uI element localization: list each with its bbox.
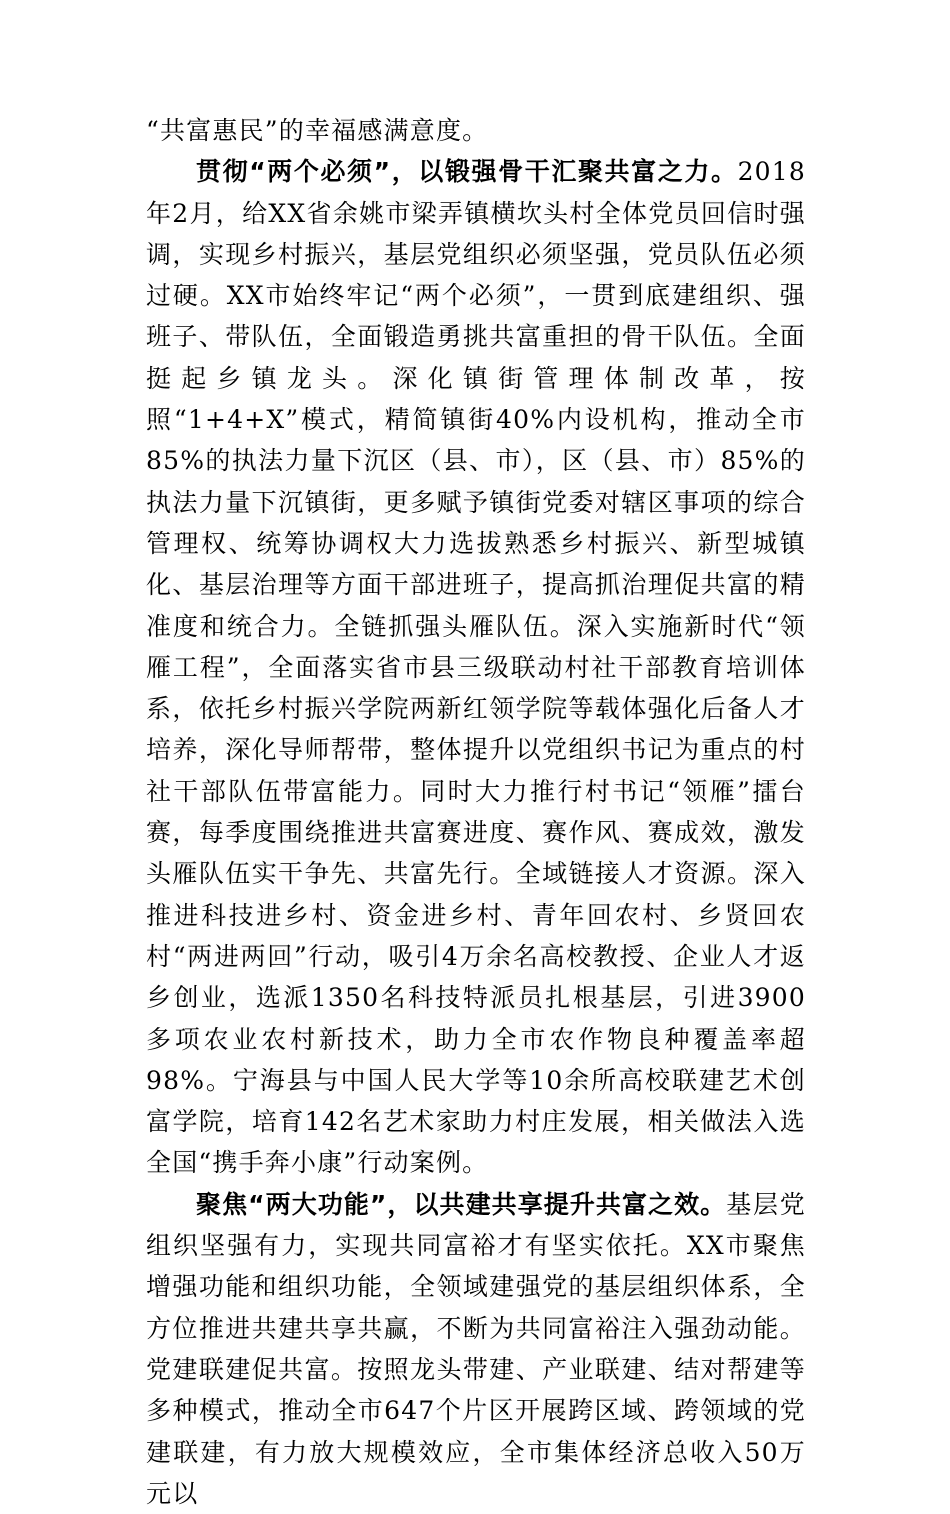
paragraph-continuation [146, 110, 806, 151]
paragraph-text: 基层党组织坚强有力，实现共同富裕才有坚实依托。XX市聚焦增强功能和组织功能，全领域建强党的基层组织体系，全方位推进共建共享共赢，不断为共同富裕注入强劲动能。党建联建促共富。按照龙头带建、产业联建、结对帮建等多种模式，推动全市647个片区开展跨区域、跨领域的党建联建，有力放大规模效应，全市集体经济总收入50万元以 [146, 1189, 806, 1508]
document-body [146, 110, 806, 1514]
paragraph-two-musts [146, 151, 806, 1183]
paragraph-heading: 聚焦“两大功能”，以共建共享提升共富之效。 [196, 1189, 727, 1219]
paragraph-text: 2018年2月，给XX省余姚市梁弄镇横坎头村全体党员回信时强调，实现乡村振兴，基层党组织必须坚强，党员队伍必须过硬。XX市始终牢记“两个必须”，一贯到底建组织、强班子、带队伍，全面锻造勇挑共富重担的骨干队伍。全面挺起乡镇龙头。深化镇街管理体制改革，按照“1+4+X”模式，精简镇街40%内设机构，推动全市85%的执法力量下沉区（县、市），区（县、市）85%的执法力量下沉镇街，更多赋予镇街党委对辖区事项的综合管理权、统筹协调权大力选拔熟悉乡村振兴、新型城镇化、基层治理等方面干部进班子，提高抓治理促共富的精准度和统合力。全链抓强头雁队伍。深入实施新时代“领雁工程”，全面落实省市县三级联动村社干部教育培训体系，依托乡村振兴学院两新红领学院等载体强化后备人才培养，深化导师帮带，整体提升以党组织书记为重点的村社干部队伍带富能力。同时大力推行村书记“领雁”擂台赛，每季度围绕推进共富赛进度、赛作风、赛成效，激发头雁队伍实干争先、共富先行。全域链接人才资源。深入推进科技进乡村、资金进乡村、青年回农村、乡贤回农村“两进两回”行动，吸引4万余名高校教授、企业人才返乡创业，选派1350名科技特派员扎根基层，引进3900多项农业农村新技术，助力全市农作物良种覆盖率超98%。宁海县与中国人民大学等10余所高校联建艺术创富学院，培育142名艺术家助力村庄发展，相关做法入选全国“携手奔小康”行动案例。 [146, 157, 806, 1178]
paragraph-heading: 贯彻“两个必须”，以锻强骨干汇聚共富之力。 [196, 157, 738, 187]
paragraph-text: “共富惠民”的幸福感满意度。 [146, 116, 489, 145]
paragraph-two-functions [146, 1184, 806, 1514]
